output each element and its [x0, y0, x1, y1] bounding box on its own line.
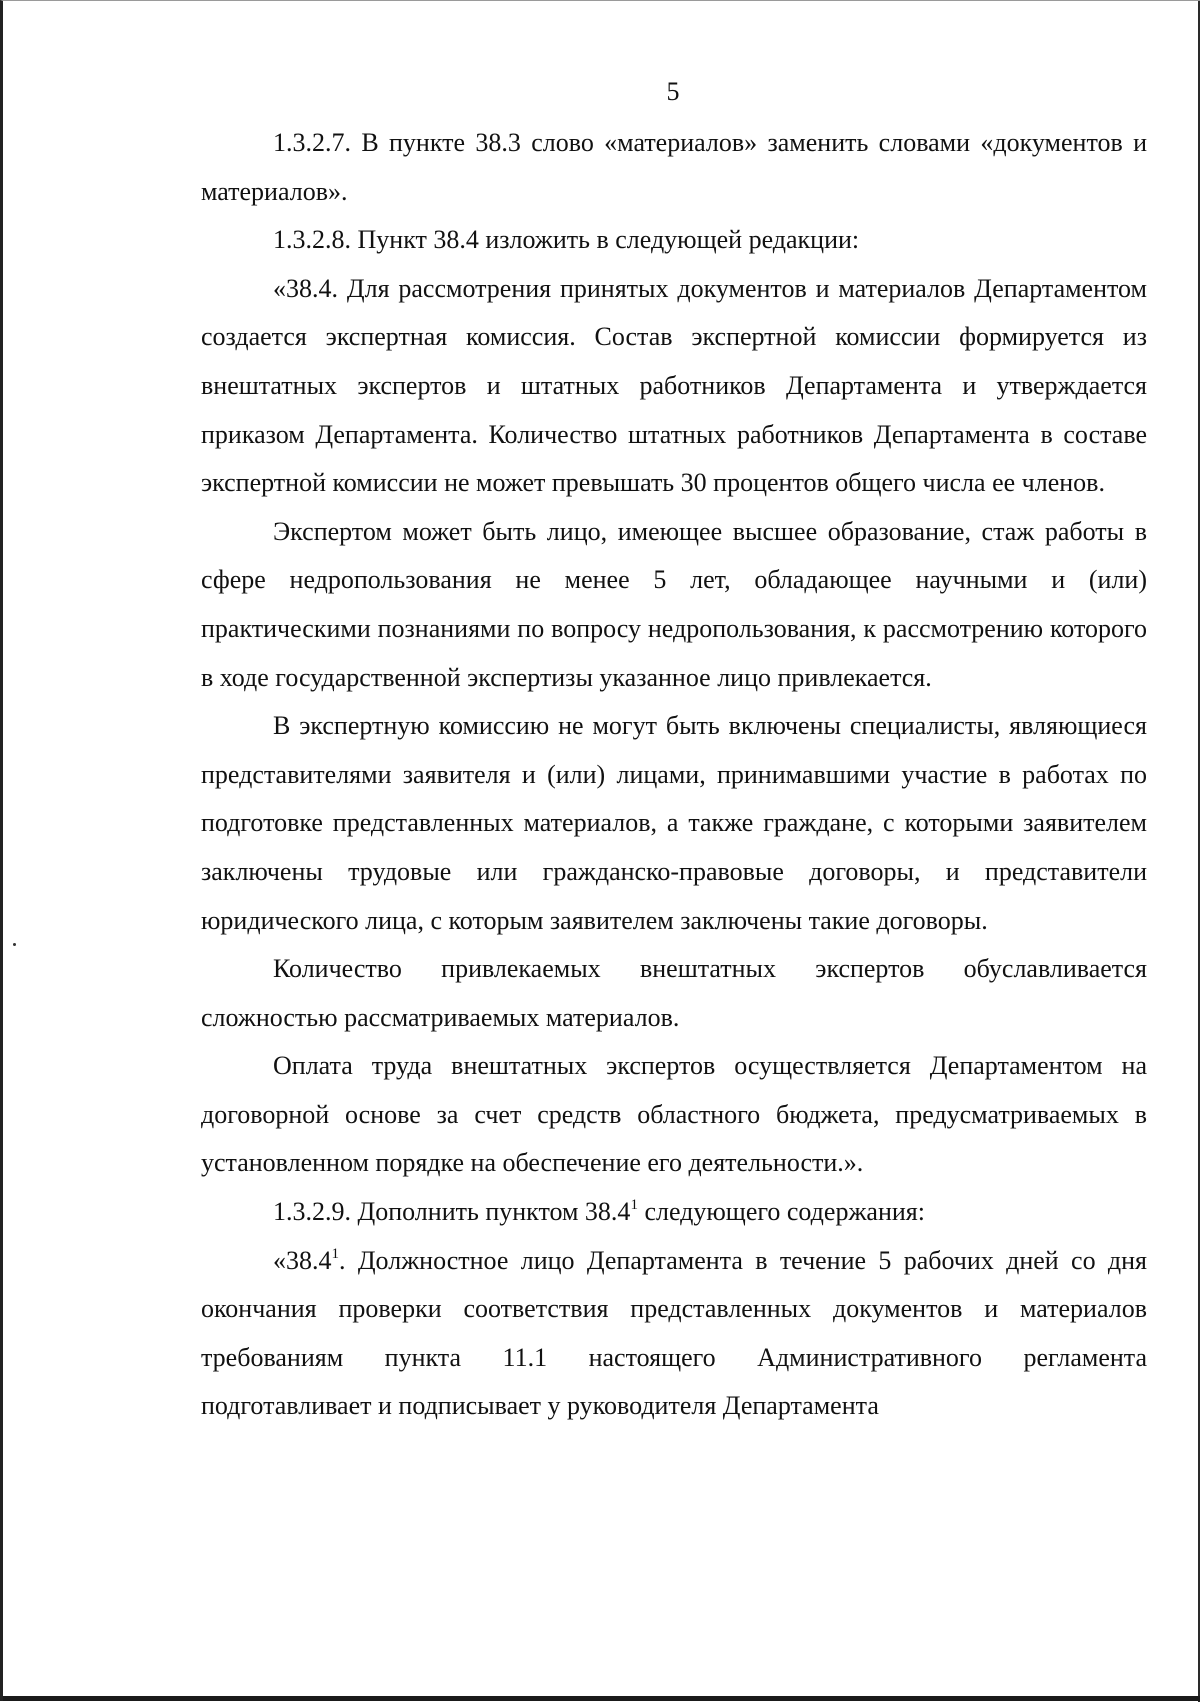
p8-text-after: следующего содержания: — [637, 1197, 925, 1227]
p9-superscript: 1 — [331, 1245, 339, 1262]
p8-superscript: 1 — [630, 1197, 638, 1214]
paragraph-expert-count: Количество привлекаемых внештатных экспертов обуславливается сложностью рассматриваемых материалов. — [201, 954, 1147, 1032]
document-body — [201, 119, 1147, 1431]
scan-speck — [13, 943, 16, 946]
scan-edge-bottom — [3, 1696, 1200, 1701]
p9-text-before: «38.4 — [273, 1245, 332, 1275]
page-number: 5 — [666, 77, 680, 106]
p8-text-before: 1.3.2.9. Дополнить пунктом 38.4 — [273, 1197, 631, 1227]
paragraph-payment: Оплата труда внештатных экспертов осуществляется Департаментом на договорной основе за счет средств областного бюджета, предусматриваемых в установленном порядке на обеспечение его деятельности.». — [201, 1051, 1147, 1178]
paragraph-38-4: «38.4. Для рассмотрения принятых документов и материалов Департаментом создается экспертная комиссия. Состав экспертной комиссии формируется из внештатных экспертов и штатных работников Департамента и утверждается приказом Департамента. Количество штатных работников Департамента в составе экспертной комиссии не может превышать 30 процентов общего числа ее членов. — [201, 273, 1147, 498]
paragraph-1-3-2-8: 1.3.2.8. Пункт 38.4 изложить в следующей редакции: — [273, 225, 860, 255]
p9-text-after: . Должностное лицо Департамента в течение 5 рабочих дней со дня окончания проверки соответствия представленных документов и материалов требованиям пункта 11.1 настоящего Административного регламента подготавливает и подписывает у руководителя Департамента — [201, 1245, 1147, 1421]
paragraph-38-4-1 — [201, 1237, 1147, 1431]
paragraph-expert-definition: Экспертом может быть лицо, имеющее высшее образование, стаж работы в сфере недропользования не менее 5 лет, обладающее научными и (или) практическими познаниями по вопросу недропользования, к рассмотрению которого в ходе государственной экспертизы указанное лицо привлекается. — [201, 516, 1147, 692]
paragraph-1-3-2-9 — [201, 1188, 1147, 1237]
paragraph-1-3-2-7: 1.3.2.7. В пункте 38.3 слово «материалов» заменить словами «документов и материалов». — [201, 128, 1147, 206]
paragraph-exclusions: В экспертную комиссию не могут быть включены специалисты, являющиеся представителями заявителя и (или) лицами, принимавшими участие в работах по подготовке представленных материалов, а также граждане, с которыми заявителем заключены трудовые или гражданско-правовые договоры, и представители юридического лица, с которым заявителем заключены такие договоры. — [201, 711, 1147, 935]
